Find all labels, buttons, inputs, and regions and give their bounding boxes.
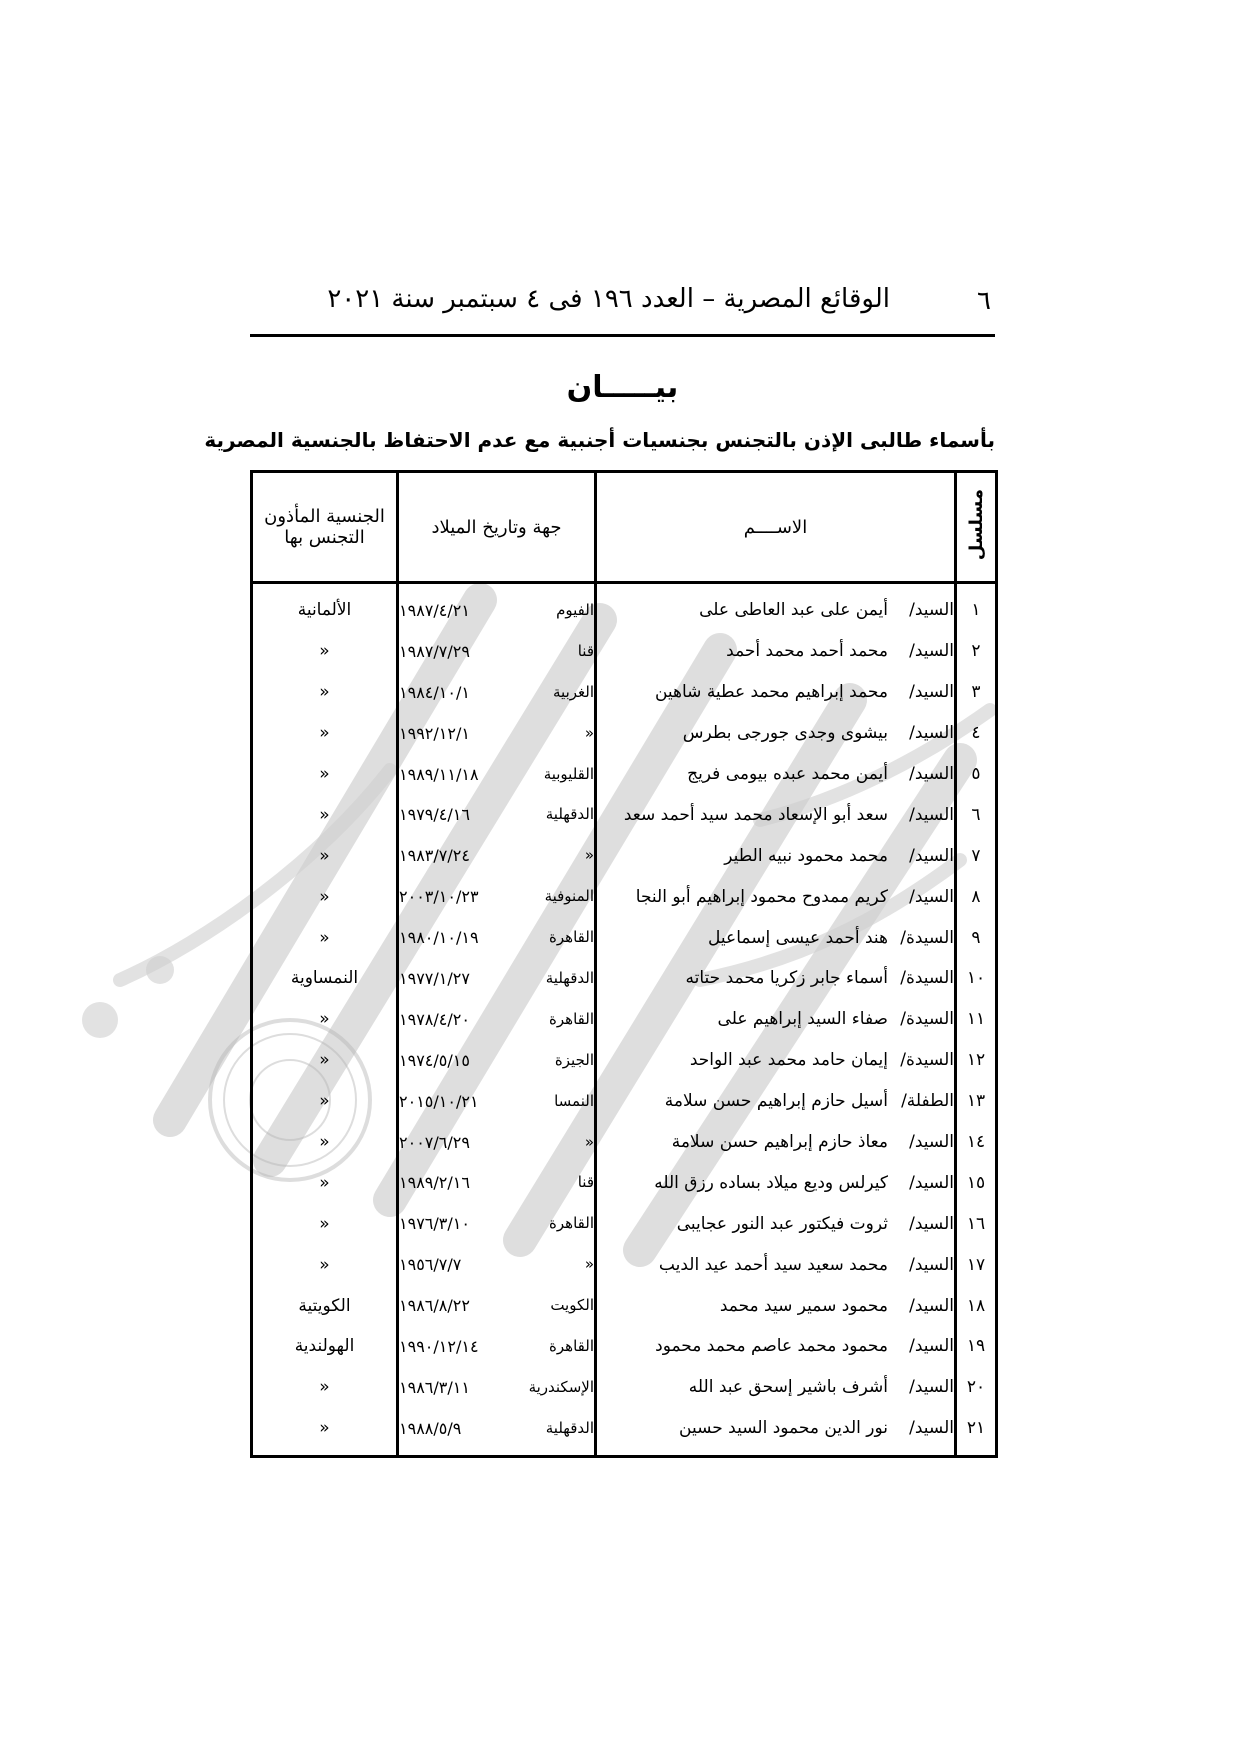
cell-birth-place: الجيزة: [554, 1050, 594, 1069]
cell-serial: ١: [956, 583, 997, 631]
cell-person-name: أيمن على عبد العاطى على: [699, 600, 888, 621]
cell-serial: ٢١: [956, 1408, 997, 1456]
cell-birth-date: ١٩٨٠/١٠/١٩: [399, 928, 479, 948]
table-row: [252, 1040, 997, 1081]
table-row: [252, 999, 997, 1040]
cell-serial: ١٠: [956, 958, 997, 999]
cell-person-name: محمد أحمد محمد أحمد: [726, 641, 888, 662]
header-nationality-line1: الجنسية المأذون: [264, 506, 385, 527]
cell-serial: ٤: [956, 713, 997, 754]
cell-birth-place: القليوبية: [543, 764, 594, 783]
cell-person-name: معاذ حازم إبراهيم حسن سلامة: [671, 1132, 888, 1153]
cell-title: السيد/: [909, 1295, 954, 1316]
issue-line: الوقائع المصرية – العدد ١٩٦ فى ٤ سبتمبر سنة ٢٠٢١: [327, 284, 890, 314]
cell-name: [596, 1040, 956, 1081]
table-row: [252, 1081, 997, 1122]
cell-title: السيد/: [909, 1377, 954, 1398]
cell-birth-place: القاهرة: [549, 928, 594, 947]
cell-birth-date: ١٩٧٤/٥/١٥: [399, 1050, 470, 1070]
cell-title: السيد/: [909, 764, 954, 784]
cell-birth-place: قنا: [577, 1173, 594, 1192]
cell-title: الطفلة/: [901, 1091, 954, 1112]
cell-birth: [398, 754, 596, 795]
cell-nationality: «: [252, 713, 398, 754]
cell-birth: [398, 1244, 596, 1285]
cell-person-name: نور الدين محمود السيد حسين: [679, 1418, 888, 1439]
cell-birth-date: ١٩٧٦/٣/١٠: [399, 1214, 470, 1234]
cell-birth-date: ١٩٨٨/٥/٩: [399, 1418, 462, 1438]
table-row: [252, 1367, 997, 1408]
cell-name: [596, 835, 956, 876]
cell-title: السيد/: [909, 1213, 954, 1234]
cell-birth-place: القاهرة: [549, 1009, 594, 1028]
cell-birth: [398, 794, 596, 835]
cell-birth: [398, 1408, 596, 1456]
table-row: [252, 1326, 997, 1367]
table-row: [252, 583, 997, 631]
cell-birth: [398, 631, 596, 672]
cell-title: السيد/: [909, 1172, 954, 1193]
cell-birth-date: ١٩٨٩/٢/١٦: [399, 1173, 470, 1193]
table-row: [252, 631, 997, 672]
cell-title: السيد/: [909, 723, 954, 744]
cell-birth: [398, 1162, 596, 1203]
cell-birth: [398, 1122, 596, 1163]
page-number: ٦: [977, 286, 991, 316]
cell-birth-place: الدقهلية: [545, 805, 594, 824]
cell-name: [596, 713, 956, 754]
cell-person-name: محمد سعيد سيد أحمد عيد الديب: [658, 1254, 888, 1275]
cell-birth-date: ١٩٨٣/٧/٢٤: [399, 846, 470, 866]
cell-nationality: «: [252, 835, 398, 876]
page-header: [250, 282, 995, 338]
cell-serial: ١١: [956, 999, 997, 1040]
cell-title: السيد/: [909, 804, 954, 825]
cell-birth: [398, 583, 596, 631]
cell-birth-date: ١٩٨٧/٤/٢١: [399, 600, 470, 620]
cell-birth-place: القاهرة: [549, 1336, 594, 1355]
cell-person-name: محمد محمود نبيه الطير: [724, 845, 888, 866]
cell-nationality: «: [252, 794, 398, 835]
table-row: [252, 1244, 997, 1285]
cell-birth-date: ١٩٨٦/٨/٢٢: [399, 1296, 470, 1316]
cell-serial: ١٢: [956, 1040, 997, 1081]
cell-birth-place: قنا: [577, 641, 594, 660]
cell-person-name: إيمان حامد محمد عبد الواحد: [689, 1050, 888, 1071]
cell-nationality: «: [252, 876, 398, 917]
table-header-row: [252, 472, 997, 583]
page-subtitle: بأسماء طالبى الإذن بالتجنس بجنسيات أجنبية مع عدم الاحتفاظ بالجنسية المصرية: [204, 428, 995, 452]
cell-person-name: محمود محمد عاصم محمد محمود: [655, 1336, 888, 1357]
cell-title: السيد/: [909, 682, 954, 703]
cell-birth-date: ١٩٧٧/١/٢٧: [399, 968, 470, 988]
table-row: [252, 794, 997, 835]
cell-title: السيد/: [909, 1254, 954, 1275]
header-serial: [956, 472, 997, 583]
header-rule: [250, 334, 995, 337]
cell-nationality: النمساوية: [252, 958, 398, 999]
cell-birth-date: ١٩٨٩/١١/١٨: [399, 764, 479, 784]
cell-serial: ١٨: [956, 1285, 997, 1326]
cell-birth-date: ٢٠٠٣/١٠/٢٣: [399, 887, 479, 907]
table-row: [252, 1203, 997, 1244]
cell-birth-place: المنوفية: [544, 887, 594, 906]
cell-name: [596, 1408, 956, 1456]
cell-person-name: كيرلس وديع ميلاد بساده رزق الله: [654, 1172, 888, 1193]
cell-serial: ٢٠: [956, 1367, 997, 1408]
cell-title: السيد/: [909, 886, 954, 907]
cell-birth: [398, 835, 596, 876]
cell-name: [596, 1162, 956, 1203]
cell-name: [596, 1244, 956, 1285]
cell-name: [596, 876, 956, 917]
cell-birth: [398, 1040, 596, 1081]
cell-serial: ١٧: [956, 1244, 997, 1285]
cell-name: [596, 1122, 956, 1163]
cell-nationality: «: [252, 1162, 398, 1203]
header-nationality: [252, 472, 398, 583]
cell-birth: [398, 876, 596, 917]
cell-birth: [398, 672, 596, 713]
cell-title: السيد/: [909, 845, 954, 866]
cell-person-name: هند أحمد عيسى إسماعيل: [708, 927, 888, 948]
cell-serial: ١٦: [956, 1203, 997, 1244]
cell-birth: [398, 917, 596, 958]
cell-birth-date: ١٩٩٠/١٢/١٤: [399, 1336, 479, 1356]
cell-nationality: «: [252, 754, 398, 795]
cell-title: السيدة/: [900, 927, 954, 948]
header-nationality-line2: التجنس بها: [284, 527, 365, 548]
cell-serial: ١٩: [956, 1326, 997, 1367]
cell-birth-place: «: [584, 1132, 594, 1151]
cell-name: [596, 917, 956, 958]
cell-birth-place: الإسكندرية: [528, 1377, 594, 1396]
cell-serial: ٣: [956, 672, 997, 713]
table-row: [252, 958, 997, 999]
cell-name: [596, 631, 956, 672]
cell-nationality: «: [252, 1081, 398, 1122]
table-row: [252, 1122, 997, 1163]
cell-serial: ٩: [956, 917, 997, 958]
cell-birth-date: ١٩٧٨/٤/٢٠: [399, 1009, 470, 1029]
cell-name: [596, 1081, 956, 1122]
cell-name: [596, 999, 956, 1040]
header-birth: جهة وتاريخ الميلاد: [398, 472, 596, 583]
cell-nationality: الكويتية: [252, 1285, 398, 1326]
header-name: الاســــم: [596, 472, 956, 583]
cell-serial: ٥: [956, 754, 997, 795]
cell-serial: ١٣: [956, 1081, 997, 1122]
cell-title: السيدة/: [900, 968, 954, 989]
cell-person-name: أيمن محمد عبده بيومى فريج: [687, 764, 888, 784]
cell-birth: [398, 999, 596, 1040]
cell-serial: ٦: [956, 794, 997, 835]
cell-title: السيد/: [909, 1336, 954, 1357]
cell-nationality: الألمانية: [252, 583, 398, 631]
cell-nationality: «: [252, 672, 398, 713]
table-row: [252, 917, 997, 958]
cell-serial: ٢: [956, 631, 997, 672]
cell-person-name: أسيل حازم إبراهيم حسن سلامة: [664, 1091, 888, 1112]
cell-nationality: «: [252, 1203, 398, 1244]
cell-birth-date: ١٩٩٢/١٢/١: [399, 723, 470, 743]
cell-name: [596, 754, 956, 795]
cell-nationality: «: [252, 1367, 398, 1408]
cell-birth-place: القاهرة: [549, 1214, 594, 1233]
table-row: [252, 672, 997, 713]
cell-serial: ١٥: [956, 1162, 997, 1203]
cell-title: السيد/: [909, 1132, 954, 1153]
cell-title: السيد/: [909, 641, 954, 662]
cell-birth-place: الغربية: [553, 682, 594, 701]
table-row: [252, 1285, 997, 1326]
cell-serial: ٧: [956, 835, 997, 876]
cell-name: [596, 1285, 956, 1326]
cell-name: [596, 1367, 956, 1408]
header-serial-label: مسلسل: [965, 488, 987, 561]
table-row: [252, 713, 997, 754]
cell-person-name: ثروت فيكتور عبد النور عجايبى: [676, 1213, 888, 1234]
table-row: [252, 835, 997, 876]
cell-birth-place: «: [584, 846, 594, 865]
cell-title: السيدة/: [900, 1009, 954, 1030]
cell-name: [596, 583, 956, 631]
cell-birth: [398, 1203, 596, 1244]
cell-serial: ١٤: [956, 1122, 997, 1163]
cell-name: [596, 1326, 956, 1367]
cell-name: [596, 794, 956, 835]
cell-birth-place: النمسا: [554, 1091, 594, 1110]
cell-birth-date: ٢٠٠٧/٦/٢٩: [399, 1132, 470, 1152]
cell-person-name: أشرف باشير إسحق عبد الله: [688, 1377, 888, 1398]
cell-birth: [398, 1326, 596, 1367]
cell-birth: [398, 713, 596, 754]
cell-birth: [398, 1367, 596, 1408]
cell-birth-date: ١٩٨٦/٣/١١: [399, 1377, 470, 1397]
cell-nationality: «: [252, 1408, 398, 1456]
cell-nationality: «: [252, 631, 398, 672]
cell-birth-date: ٢٠١٥/١٠/٢١: [399, 1091, 479, 1111]
cell-birth-place: الفيوم: [556, 600, 594, 619]
cell-person-name: محمود سمير سيد محمد: [719, 1295, 888, 1316]
cell-person-name: محمد إبراهيم محمد عطية شاهين: [654, 682, 888, 703]
cell-person-name: صفاء السيد إبراهيم على: [717, 1009, 888, 1030]
cell-person-name: أسماء جابر زكريا محمد حتاته: [685, 968, 888, 989]
cell-person-name: بيشوى وجدى جورجى بطرس: [682, 723, 888, 744]
cell-name: [596, 1203, 956, 1244]
cell-birth-place: الدقهلية: [545, 1418, 594, 1437]
cell-nationality: «: [252, 917, 398, 958]
table-row: [252, 876, 997, 917]
cell-birth: [398, 958, 596, 999]
cell-nationality: «: [252, 1122, 398, 1163]
table-row: [252, 1162, 997, 1203]
table-row: [252, 1408, 997, 1456]
applicants-table: [250, 470, 998, 1458]
cell-birth: [398, 1081, 596, 1122]
cell-nationality: «: [252, 1244, 398, 1285]
cell-person-name: سعد أبو الإسعاد محمد سيد أحمد سعد: [623, 804, 888, 825]
cell-title: السيد/: [909, 600, 954, 621]
cell-birth-date: ١٩٥٦/٧/٧: [399, 1255, 462, 1275]
page-title: بيـــــان: [566, 370, 679, 405]
cell-birth-place: الكويت: [550, 1296, 594, 1315]
cell-nationality: «: [252, 999, 398, 1040]
cell-person-name: كريم ممدوح محمود إبراهيم أبو النجا: [635, 886, 888, 907]
cell-nationality: الهولندية: [252, 1326, 398, 1367]
cell-title: السيدة/: [900, 1050, 954, 1071]
cell-birth: [398, 1285, 596, 1326]
cell-birth-date: ١٩٨٧/٧/٢٩: [399, 641, 470, 661]
cell-name: [596, 958, 956, 999]
cell-birth-place: «: [584, 723, 594, 742]
cell-title: السيد/: [909, 1418, 954, 1439]
cell-birth-date: ١٩٧٩/٤/١٦: [399, 805, 470, 825]
cell-birth-place: الدقهلية: [545, 968, 594, 987]
cell-nationality: «: [252, 1040, 398, 1081]
table-row: [252, 754, 997, 795]
cell-birth-place: «: [584, 1255, 594, 1274]
cell-serial: ٨: [956, 876, 997, 917]
cell-name: [596, 672, 956, 713]
cell-birth-date: ١٩٨٤/١٠/١: [399, 682, 470, 702]
